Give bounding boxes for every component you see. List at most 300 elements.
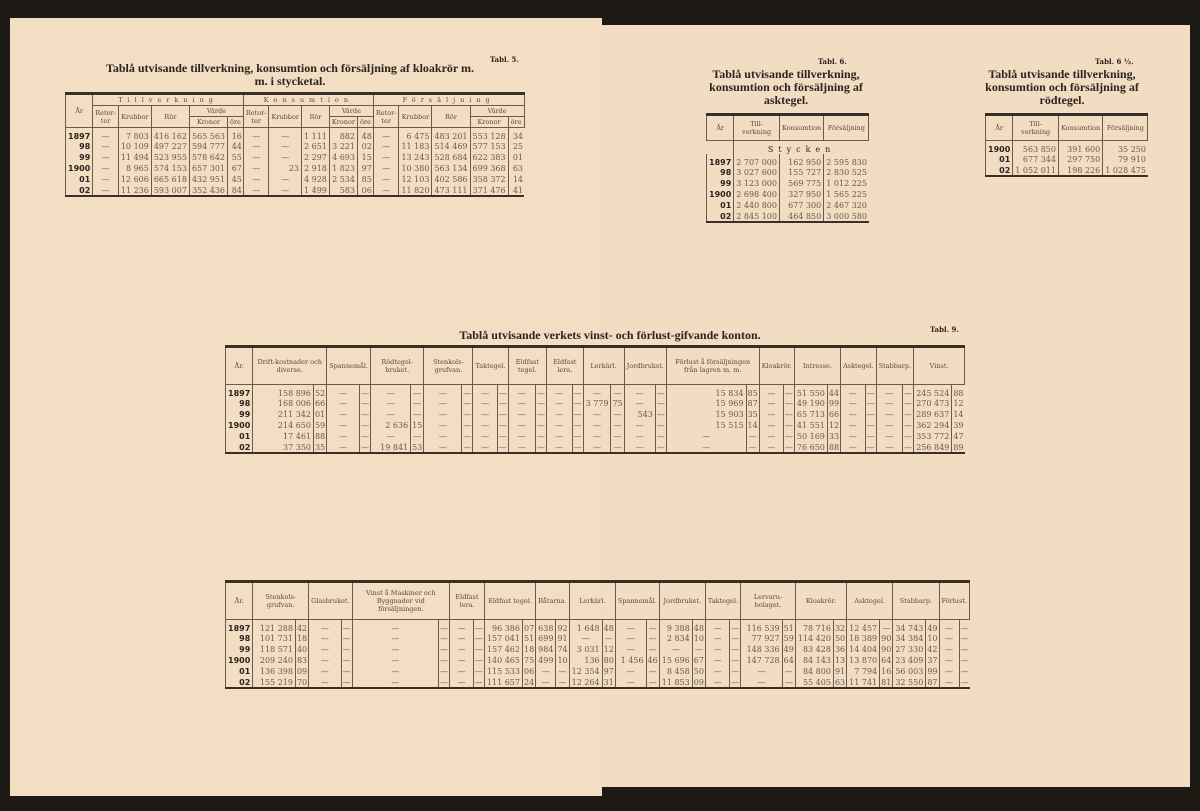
header-col: Båtarna.	[536, 582, 569, 620]
value-cell: 528 684	[432, 152, 470, 163]
header-col: Taktegel.	[473, 347, 508, 385]
value-cell: 83 428	[795, 644, 833, 655]
value-cell: —	[473, 398, 497, 409]
value-cell: 34 743	[893, 620, 926, 634]
value-cell: 1 012 225	[824, 178, 869, 189]
value-cell: 3 221	[329, 141, 357, 152]
table-row	[707, 154, 869, 167]
value-cell: —	[373, 141, 399, 152]
value-cell: 677 300	[779, 200, 823, 211]
value-cell: 75	[612, 399, 623, 408]
value-cell: —	[309, 633, 341, 644]
value-cell: 563 850	[1013, 141, 1059, 155]
value-cell: —	[269, 128, 302, 142]
value-cell: 51	[782, 620, 795, 634]
value-cell: —	[573, 399, 582, 408]
value-cell: —	[939, 666, 959, 677]
value-cell: 34	[508, 128, 524, 142]
value-cell: —	[361, 399, 370, 408]
value-cell: —	[450, 620, 474, 634]
year-cell: 1897	[226, 385, 253, 399]
value-cell: 85	[357, 174, 373, 185]
value-cell: —	[705, 620, 729, 634]
value-cell: 1 028 475	[1103, 165, 1148, 176]
value-cell: —	[361, 421, 370, 430]
value-cell: 432 951	[189, 174, 227, 185]
value-cell: —	[269, 174, 302, 185]
table-row	[986, 165, 1148, 176]
value-cell: —	[424, 431, 462, 442]
value-cell: —	[243, 141, 269, 152]
year-cell: 02	[707, 211, 734, 222]
value-cell: —	[556, 666, 569, 677]
value-cell: —	[373, 163, 399, 174]
header-col: Intresse.	[794, 347, 840, 385]
tabl6-table	[706, 113, 869, 223]
value-cell: 2 534	[329, 174, 357, 185]
value-cell: —	[731, 634, 740, 643]
value-cell: —	[327, 431, 360, 442]
value-cell: 13 870	[847, 655, 880, 666]
value-cell: 12	[603, 645, 614, 654]
value-cell: —	[841, 420, 866, 431]
value-cell: —	[960, 677, 969, 687]
value-cell: —	[440, 677, 449, 687]
year-cell: 02	[986, 165, 1013, 176]
value-cell: —	[731, 677, 740, 687]
value-cell: 297 750	[1058, 154, 1102, 165]
header-col: Stenkols-grufvan.	[253, 582, 309, 620]
value-cell: 70	[296, 677, 308, 687]
value-cell: 87	[747, 399, 758, 408]
header-kronor: Kronor	[189, 117, 227, 128]
value-cell: —	[611, 442, 624, 453]
value-cell: —	[611, 420, 624, 431]
value-cell: 11 494	[118, 152, 151, 163]
value-cell: —	[462, 385, 473, 399]
value-cell: 41 551	[794, 420, 827, 431]
value-cell: —	[93, 163, 119, 174]
header-retorter: Retor-ter	[243, 106, 269, 128]
value-cell: 12 457	[847, 620, 880, 634]
value-cell: —	[666, 442, 746, 453]
value-cell: 15 515	[666, 420, 746, 431]
value-cell: —	[243, 152, 269, 163]
value-cell: 16	[881, 667, 892, 676]
year-cell: 01	[707, 200, 734, 211]
value-cell: —	[474, 667, 483, 676]
value-cell: 80	[603, 656, 614, 665]
value-cell: —	[361, 432, 370, 441]
value-cell: 14	[747, 421, 758, 430]
value-cell: —	[537, 421, 546, 430]
value-cell: —	[474, 677, 483, 687]
value-cell: 90	[881, 645, 892, 654]
value-cell: 96 386	[484, 620, 522, 634]
value-cell: 157 041	[484, 633, 522, 644]
year-cell: 99	[226, 644, 253, 655]
value-cell: —	[904, 442, 913, 452]
value-cell: 543	[624, 409, 655, 420]
value-cell: 402 586	[432, 174, 470, 185]
header-krubbor: Krubbor	[399, 106, 432, 128]
value-cell: 24	[523, 677, 535, 687]
value-cell: —	[615, 633, 646, 644]
value-cell: —	[93, 174, 119, 185]
value-cell: —	[352, 666, 439, 677]
value-cell: —	[624, 442, 655, 453]
value-cell: 553 128	[470, 128, 508, 142]
header-col: Rödtegel-bruket.	[371, 347, 424, 385]
value-cell: 55	[228, 152, 244, 163]
value-cell: —	[440, 645, 449, 654]
header-col: Stenkols-grufvan.	[424, 347, 473, 385]
value-cell: —	[841, 385, 866, 399]
value-cell: 121 288	[253, 620, 296, 634]
value-cell: —	[583, 409, 611, 420]
value-cell: —	[424, 442, 462, 453]
header-col: Lerkärl.	[583, 347, 624, 385]
value-cell: 14	[953, 410, 964, 419]
value-cell: 1 111	[301, 128, 329, 142]
header-tillverkning: Tillverkning	[93, 94, 244, 106]
header-col: Till-verkning	[734, 115, 780, 141]
value-cell: —	[960, 645, 969, 654]
value-cell: —	[646, 677, 659, 688]
value-cell: —	[569, 633, 602, 644]
header-col: Vinst.	[914, 347, 965, 385]
value-cell: —	[866, 410, 875, 419]
value-cell: 99	[828, 399, 840, 408]
value-cell: 91	[834, 667, 846, 676]
value-cell: 155 219	[253, 677, 296, 688]
value-cell: —	[939, 633, 959, 644]
year-cell: 99	[707, 178, 734, 189]
value-cell: 39	[953, 421, 964, 430]
value-cell: —	[705, 644, 729, 655]
value-cell: 116 539	[741, 620, 782, 634]
value-cell: —	[547, 420, 573, 431]
value-cell: —	[624, 431, 655, 442]
header-col: Försäljning	[1103, 115, 1148, 141]
value-cell: —	[508, 442, 535, 453]
value-cell: 2 830 525	[824, 167, 869, 178]
value-cell: —	[373, 128, 399, 142]
value-cell: —	[440, 634, 449, 643]
value-cell: 593 007	[151, 185, 189, 196]
value-cell: 15 969	[666, 398, 746, 409]
value-cell: 353 772	[914, 431, 952, 442]
value-cell: —	[327, 385, 360, 399]
header-krubbor: Krubbor	[118, 106, 151, 128]
value-cell: 147 728	[741, 655, 782, 666]
value-cell: —	[352, 633, 439, 644]
value-cell: —	[411, 431, 424, 442]
value-cell: 198 226	[1058, 165, 1102, 176]
value-cell: 136 398	[253, 666, 296, 677]
value-cell: 06	[357, 185, 373, 196]
header-col: Glasbruket.	[309, 582, 352, 620]
year-cell: 02	[226, 442, 253, 453]
year-cell: 1900	[986, 141, 1013, 155]
value-cell: 148 336	[741, 644, 782, 655]
value-cell: 42	[295, 620, 308, 634]
value-cell: —	[904, 421, 913, 430]
value-cell: —	[705, 655, 729, 666]
value-cell: —	[547, 431, 573, 442]
value-cell: 63	[834, 677, 846, 687]
value-cell: —	[782, 666, 795, 677]
value-cell: 6 475	[399, 128, 432, 142]
header-col: Kloakrör.	[795, 582, 846, 620]
value-cell: —	[880, 620, 893, 634]
value-cell: —	[473, 442, 497, 453]
value-cell: 01	[508, 152, 524, 163]
value-cell: 371 476	[470, 185, 508, 196]
value-cell: —	[573, 410, 582, 419]
value-cell: —	[424, 420, 462, 431]
table-row	[707, 167, 869, 178]
value-cell: —	[583, 420, 611, 431]
value-cell: —	[746, 442, 759, 453]
value-cell: —	[731, 645, 740, 654]
value-cell: —	[782, 677, 795, 688]
value-cell: 91	[557, 634, 568, 643]
table-row	[707, 211, 869, 222]
value-cell: —	[243, 174, 269, 185]
value-cell: —	[659, 644, 692, 655]
value-cell: —	[784, 410, 793, 419]
value-cell: —	[784, 421, 793, 430]
header-ore: öre	[357, 117, 373, 128]
value-cell: —	[784, 432, 793, 441]
value-cell: 136	[569, 655, 602, 666]
value-cell: —	[424, 398, 462, 409]
header-ror: Rör	[301, 106, 329, 128]
value-cell: —	[497, 385, 508, 399]
value-cell: 52	[314, 385, 327, 399]
value-cell: —	[730, 620, 741, 634]
value-cell: —	[759, 385, 783, 399]
value-cell: 483 201	[432, 128, 470, 142]
value-cell: —	[746, 431, 759, 442]
value-cell: —	[352, 677, 439, 688]
value-cell: 78 716	[795, 620, 833, 634]
value-cell: —	[450, 677, 474, 688]
header-col: Förlust å försäljningen från lagren m. m.	[666, 347, 759, 385]
value-cell: —	[731, 667, 740, 676]
header-krubbor: Krubbor	[269, 106, 302, 128]
value-cell: —	[327, 420, 360, 431]
header-varde: Värde	[329, 106, 373, 117]
value-cell: 638	[536, 620, 556, 634]
value-cell: —	[498, 421, 507, 430]
value-cell: 35 250	[1103, 141, 1148, 155]
value-cell: 99	[927, 667, 938, 676]
value-cell: 67	[693, 656, 704, 665]
header-col: Jordbrukst.	[624, 347, 666, 385]
table-row	[986, 154, 1148, 165]
value-cell: 45	[228, 174, 244, 185]
year-cell: 02	[66, 185, 93, 196]
value-cell: 3 000 580	[824, 211, 869, 222]
tabl5-table	[65, 92, 525, 197]
value-cell: 44	[827, 385, 840, 399]
value-cell: 36	[834, 645, 846, 654]
value-cell: —	[624, 398, 655, 409]
value-cell: —	[473, 431, 497, 442]
value-cell: 1 052 011	[1013, 165, 1059, 176]
value-cell: —	[327, 409, 360, 420]
header-year: År	[66, 94, 93, 128]
value-cell: 90	[881, 634, 892, 643]
table-row	[226, 409, 965, 420]
value-cell: —	[547, 442, 573, 453]
value-cell: —	[424, 385, 462, 399]
value-cell: 92	[556, 620, 569, 634]
value-cell: —	[536, 385, 547, 399]
value-cell: —	[537, 432, 546, 441]
value-cell: 35	[747, 410, 758, 419]
table-row	[66, 163, 525, 174]
value-cell: —	[360, 385, 371, 399]
header-kronor: Kronor	[329, 117, 357, 128]
value-cell: —	[841, 442, 866, 453]
value-cell: 699 368	[470, 163, 508, 174]
value-cell: —	[309, 620, 341, 634]
value-cell: 3 123 000	[734, 178, 780, 189]
value-cell: —	[341, 620, 352, 634]
table-row	[66, 128, 525, 142]
value-cell: —	[656, 410, 665, 419]
value-cell: —	[269, 152, 302, 163]
value-cell: 15	[357, 152, 373, 163]
header-col: Försäljning	[824, 115, 869, 141]
value-cell: 18 389	[847, 633, 880, 644]
year-cell: 01	[226, 431, 253, 442]
value-cell: —	[615, 644, 646, 655]
value-cell: 55 405	[795, 677, 833, 688]
value-cell: —	[876, 442, 902, 453]
value-cell: 11 853	[659, 677, 692, 688]
header-col: Jordbruket.	[659, 582, 705, 620]
value-cell: 2 636	[371, 420, 411, 431]
value-cell: 17 461	[253, 431, 314, 442]
value-cell: —	[439, 620, 450, 634]
value-cell: —	[508, 409, 535, 420]
value-cell: —	[424, 409, 462, 420]
value-cell: —	[705, 633, 729, 644]
year-cell: 99	[66, 152, 93, 163]
year-cell: 1897	[66, 128, 93, 142]
value-cell: 15 696	[659, 655, 692, 666]
value-cell: 2 834	[659, 633, 692, 644]
value-cell: 81	[881, 677, 892, 687]
year-cell: 1900	[66, 163, 93, 174]
value-cell: —	[327, 442, 360, 453]
value-cell: —	[440, 667, 449, 676]
value-cell: 10	[557, 656, 568, 665]
value-cell: 101 731	[253, 633, 296, 644]
value-cell: —	[269, 141, 302, 152]
value-cell: —	[646, 633, 659, 644]
value-cell: —	[463, 421, 472, 430]
header-col: År	[986, 115, 1013, 141]
header-col: Eldfast lera.	[547, 347, 584, 385]
value-cell: —	[411, 409, 424, 420]
value-cell: 27 330	[893, 644, 926, 655]
value-cell: —	[93, 185, 119, 196]
value-cell: —	[573, 442, 582, 452]
value-cell: 13 243	[399, 152, 432, 163]
value-cell: —	[342, 645, 351, 654]
header-col: Till-verkning	[1013, 115, 1059, 141]
value-cell: —	[611, 409, 624, 420]
value-cell: 211 342	[253, 409, 314, 420]
value-cell: 118 571	[253, 644, 296, 655]
table-row	[226, 666, 970, 677]
value-cell: —	[959, 620, 970, 634]
header-col: Lervaru-bolaget.	[741, 582, 796, 620]
value-cell: 577 153	[470, 141, 508, 152]
value-cell: 416 162	[151, 128, 189, 142]
value-cell: —	[473, 385, 497, 399]
value-cell: —	[498, 442, 507, 452]
value-cell: 33	[828, 432, 840, 441]
value-cell: 23 409	[893, 655, 926, 666]
value-cell: —	[573, 432, 582, 441]
header-col: Kloakrör.	[759, 347, 794, 385]
value-cell: 574 153	[151, 163, 189, 174]
value-cell: 111 657	[484, 677, 522, 688]
value-cell: —	[342, 667, 351, 676]
value-cell: —	[309, 677, 341, 688]
value-cell: 1 648	[569, 620, 602, 634]
value-cell: —	[508, 420, 535, 431]
value-cell: —	[866, 421, 875, 430]
table-row	[226, 398, 965, 409]
value-cell: 51	[523, 634, 535, 643]
value-cell: —	[602, 633, 615, 644]
value-cell: —	[547, 398, 573, 409]
value-cell: —	[243, 128, 269, 142]
value-cell: 49 190	[794, 398, 827, 409]
value-cell: 09	[693, 677, 704, 687]
value-cell: 44	[228, 141, 244, 152]
tabl6-label: Tabl. 6.	[818, 57, 847, 66]
value-cell: 7 803	[118, 128, 151, 142]
value-cell: 3 027 600	[734, 167, 780, 178]
value-cell: —	[624, 385, 655, 399]
header-col: Asktegel.	[841, 347, 877, 385]
value-cell: 358 372	[470, 174, 508, 185]
value-cell: 77 927	[741, 633, 782, 644]
value-cell: —	[656, 442, 665, 452]
value-cell: —	[463, 410, 472, 419]
value-cell: 2 651	[301, 141, 329, 152]
table-row	[707, 200, 869, 211]
value-cell: —	[450, 655, 474, 666]
tabl9-top-table	[225, 345, 965, 454]
value-cell: —	[450, 644, 474, 655]
value-cell: 48	[602, 620, 615, 634]
value-cell: 32 550	[893, 677, 926, 688]
value-cell: —	[309, 666, 341, 677]
value-cell: 327 950	[779, 189, 823, 200]
value-cell: 583	[329, 185, 357, 196]
year-cell: 98	[226, 633, 253, 644]
value-cell: 882	[329, 128, 357, 142]
